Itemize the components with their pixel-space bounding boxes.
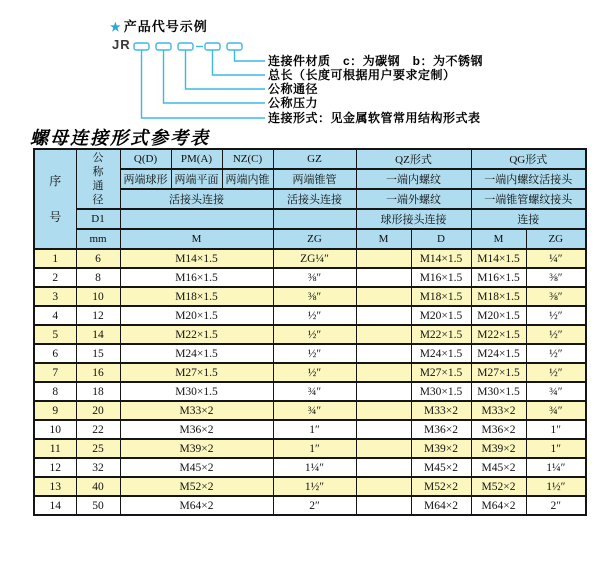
cell-qg-zg: ⅜″	[526, 287, 586, 306]
cell-qz-d: M36×2	[411, 420, 471, 439]
cell-mm: 25	[76, 439, 120, 458]
cell-qg-zg: ½″	[526, 344, 586, 363]
header-join-qz: 球形接头连接	[356, 209, 471, 229]
table-row	[34, 287, 586, 306]
cell-qz-m	[356, 344, 411, 363]
cell-gz-zg: 2″	[273, 496, 356, 515]
cell-gz-zg: ¾″	[273, 382, 356, 401]
cell-seq: 12	[34, 458, 76, 477]
cell-mm: 8	[76, 268, 120, 287]
cell-qg-m: M16×1.5	[471, 268, 526, 287]
table-row	[34, 458, 586, 477]
cell-gz-zg: 1¼″	[273, 458, 356, 477]
cell-mm: 16	[76, 363, 120, 382]
header-sub-q: 两端球形	[120, 169, 171, 189]
cell-seq: 2	[34, 268, 76, 287]
cell-qz-m	[356, 325, 411, 344]
header-sub-pm: 两端平面	[171, 169, 222, 189]
cell-gz-zg: ZG¼″	[273, 249, 356, 268]
diagram-title-text: 产品代号示例	[123, 19, 208, 34]
cell-qz-d: M16×1.5	[411, 268, 471, 287]
cell-mm: 12	[76, 306, 120, 325]
cell-qz-m	[356, 401, 411, 420]
cell-mm: 32	[76, 458, 120, 477]
header-unit-qg-m: M	[471, 229, 526, 249]
cell-mm: 40	[76, 477, 120, 496]
cell-qg-m: M36×2	[471, 420, 526, 439]
header-col-qz: QZ形式	[356, 149, 471, 169]
cell-qg-m: M20×1.5	[471, 306, 526, 325]
cell-qz-m	[356, 268, 411, 287]
code-box-4	[205, 43, 220, 50]
cell-gz-zg: ⅜″	[273, 268, 356, 287]
cell-seq: 8	[34, 382, 76, 401]
star-icon: ★	[110, 20, 122, 34]
cell-qg-m: M27×1.5	[471, 363, 526, 382]
header-sub-nz: 两端内锥	[222, 169, 273, 189]
cell-qz-d: M20×1.5	[411, 306, 471, 325]
header-sub-qz: 一端内螺纹	[356, 169, 471, 189]
diagram-label-pressure: 公称压力	[268, 96, 319, 110]
cell-qz-m	[356, 477, 411, 496]
cell-m-thread: M30×1.5	[120, 382, 273, 401]
cell-qg-zg: ¾″	[526, 401, 586, 420]
table-body	[34, 249, 586, 515]
table-row	[34, 325, 586, 344]
cell-qg-m: M33×2	[471, 401, 526, 420]
cell-qg-m: M14×1.5	[471, 249, 526, 268]
code-box-2	[156, 43, 171, 50]
cell-qg-zg: ¾″	[526, 382, 586, 401]
cell-qg-zg: ½″	[526, 306, 586, 325]
code-box-5	[227, 43, 242, 50]
cell-qz-m	[356, 287, 411, 306]
cell-qg-m: M52×2	[471, 477, 526, 496]
cell-qg-m: M30×1.5	[471, 382, 526, 401]
cell-seq: 4	[34, 306, 76, 325]
cell-m-thread: M39×2	[120, 439, 273, 458]
cell-mm: 15	[76, 344, 120, 363]
connector-line-5	[235, 50, 266, 61]
cell-qz-d: M14×1.5	[411, 249, 471, 268]
header-conn-left: 活接头连接	[120, 189, 273, 209]
header-unit-qg-zg: ZG	[526, 229, 586, 249]
diagram-label-material: 连接件材质 c：为碳钢 b：为不锈钢	[268, 54, 484, 68]
cell-mm: 22	[76, 420, 120, 439]
cell-qg-m: M64×2	[471, 496, 526, 515]
header-col-qg: QG形式	[471, 149, 586, 169]
cell-qg-m: M18×1.5	[471, 287, 526, 306]
header-diameter: 公称通径	[76, 149, 120, 209]
cell-m-thread: M52×2	[120, 477, 273, 496]
table-row	[34, 306, 586, 325]
table-row	[34, 401, 586, 420]
cell-qg-m: M24×1.5	[471, 344, 526, 363]
table-row	[34, 477, 586, 496]
cell-qg-zg: 2″	[526, 496, 586, 515]
cell-qz-m	[356, 496, 411, 515]
cell-qz-d: M39×2	[411, 439, 471, 458]
cell-gz-zg: ⅜″	[273, 287, 356, 306]
cell-qg-zg: 1¼″	[526, 458, 586, 477]
cell-qz-d: M52×2	[411, 477, 471, 496]
cell-m-thread: M45×2	[120, 458, 273, 477]
cell-qg-m: M22×1.5	[471, 325, 526, 344]
empty-cell	[120, 209, 273, 229]
cell-seq: 1	[34, 249, 76, 268]
code-box-1	[134, 43, 149, 50]
connector-line-1	[142, 50, 266, 118]
cell-mm: 14	[76, 325, 120, 344]
cell-qz-d: M24×1.5	[411, 344, 471, 363]
cell-qg-zg: ¼″	[526, 249, 586, 268]
cell-m-thread: M64×2	[120, 496, 273, 515]
header-join-qg: 连接	[471, 209, 586, 229]
header-col-nz: NZ(C)	[222, 149, 273, 169]
cell-mm: 6	[76, 249, 120, 268]
cell-m-thread: M16×1.5	[120, 268, 273, 287]
cell-gz-zg: ½″	[273, 363, 356, 382]
cell-gz-zg: ½″	[273, 306, 356, 325]
table-row	[34, 363, 586, 382]
cell-mm: 20	[76, 401, 120, 420]
cell-qz-d: M30×1.5	[411, 382, 471, 401]
connector-line-2	[164, 50, 266, 103]
cell-qg-zg: 1½″	[526, 477, 586, 496]
connector-line-3	[186, 50, 266, 89]
cell-seq: 13	[34, 477, 76, 496]
diagram-label-connection: 连接形式：见金属软管常用结构形式表	[268, 111, 481, 125]
header-unit-gz-zg: ZG	[273, 229, 356, 249]
cell-qz-m	[356, 363, 411, 382]
table-title: 螺母连接形式参考表	[30, 128, 210, 148]
cell-qz-m	[356, 382, 411, 401]
table-row	[34, 268, 586, 287]
table-row	[34, 420, 586, 439]
header-conn-qz: 一端外螺纹	[356, 189, 471, 209]
table-row	[34, 382, 586, 401]
cell-gz-zg: ¾″	[273, 401, 356, 420]
header-d1: D1	[76, 209, 120, 229]
cell-m-thread: M14×1.5	[120, 249, 273, 268]
cell-seq: 14	[34, 496, 76, 515]
diagram-label-diameter: 公称通径	[268, 82, 319, 96]
cell-m-thread: M36×2	[120, 420, 273, 439]
cell-seq: 11	[34, 439, 76, 458]
header-seq: 序号	[34, 149, 76, 249]
cell-qg-zg: ½″	[526, 363, 586, 382]
cell-m-thread: M33×2	[120, 401, 273, 420]
cell-seq: 5	[34, 325, 76, 344]
cell-seq: 10	[34, 420, 76, 439]
cell-qz-m	[356, 458, 411, 477]
cell-mm: 18	[76, 382, 120, 401]
code-box-3	[178, 43, 193, 50]
cell-qz-d: M27×1.5	[411, 363, 471, 382]
cell-seq: 6	[34, 344, 76, 363]
cell-seq: 9	[34, 401, 76, 420]
cell-m-thread: M20×1.5	[120, 306, 273, 325]
cell-qz-m	[356, 306, 411, 325]
header-col-q: Q(D)	[120, 149, 171, 169]
cell-qg-zg: 1″	[526, 439, 586, 458]
cell-m-thread: M27×1.5	[120, 363, 273, 382]
cell-mm: 50	[76, 496, 120, 515]
cell-qz-m	[356, 420, 411, 439]
table-row	[34, 496, 586, 515]
cell-qz-d: M33×2	[411, 401, 471, 420]
cell-gz-zg: 1″	[273, 420, 356, 439]
header-unit-qz-m: M	[356, 229, 411, 249]
header-conn-qg: 一端锥管螺纹接头	[471, 189, 586, 209]
cell-m-thread: M24×1.5	[120, 344, 273, 363]
table-row	[34, 249, 586, 268]
empty-cell	[273, 209, 356, 229]
cell-gz-zg: ½″	[273, 344, 356, 363]
cell-qg-zg: 1″	[526, 420, 586, 439]
cell-qg-m: M45×2	[471, 458, 526, 477]
cell-qz-d: M18×1.5	[411, 287, 471, 306]
table-row	[34, 439, 586, 458]
cell-m-thread: M18×1.5	[120, 287, 273, 306]
table-row	[34, 344, 586, 363]
cell-qz-m	[356, 249, 411, 268]
header-conn-gz: 活接头连接	[273, 189, 356, 209]
header-sub-qg: 一端内螺纹活接头	[471, 169, 586, 189]
connector-line-4	[213, 50, 266, 75]
table-header	[34, 149, 586, 249]
cell-mm: 10	[76, 287, 120, 306]
header-mm: mm	[76, 229, 120, 249]
cell-qz-m	[356, 439, 411, 458]
code-prefix: JR	[112, 37, 131, 52]
cell-seq: 7	[34, 363, 76, 382]
cell-qg-zg: ½″	[526, 325, 586, 344]
cell-qg-m: M39×2	[471, 439, 526, 458]
header-col-pm: PM(A)	[171, 149, 222, 169]
cell-gz-zg: ½″	[273, 325, 356, 344]
cell-m-thread: M22×1.5	[120, 325, 273, 344]
cell-seq: 3	[34, 287, 76, 306]
cell-qz-d: M22×1.5	[411, 325, 471, 344]
cell-gz-zg: 1½″	[273, 477, 356, 496]
nut-connection-reference-table	[33, 148, 587, 516]
header-unit-qz-d: D	[411, 229, 471, 249]
cell-qz-d: M64×2	[411, 496, 471, 515]
cell-gz-zg: 1″	[273, 439, 356, 458]
cell-qz-d: M45×2	[411, 458, 471, 477]
header-unit-m: M	[120, 229, 273, 249]
cell-qg-zg: ⅜″	[526, 268, 586, 287]
diagram-label-length: 总长（长度可根据用户要求定制）	[268, 68, 456, 82]
header-sub-gz: 两端锥管	[273, 169, 356, 189]
header-col-gz: GZ	[273, 149, 356, 169]
